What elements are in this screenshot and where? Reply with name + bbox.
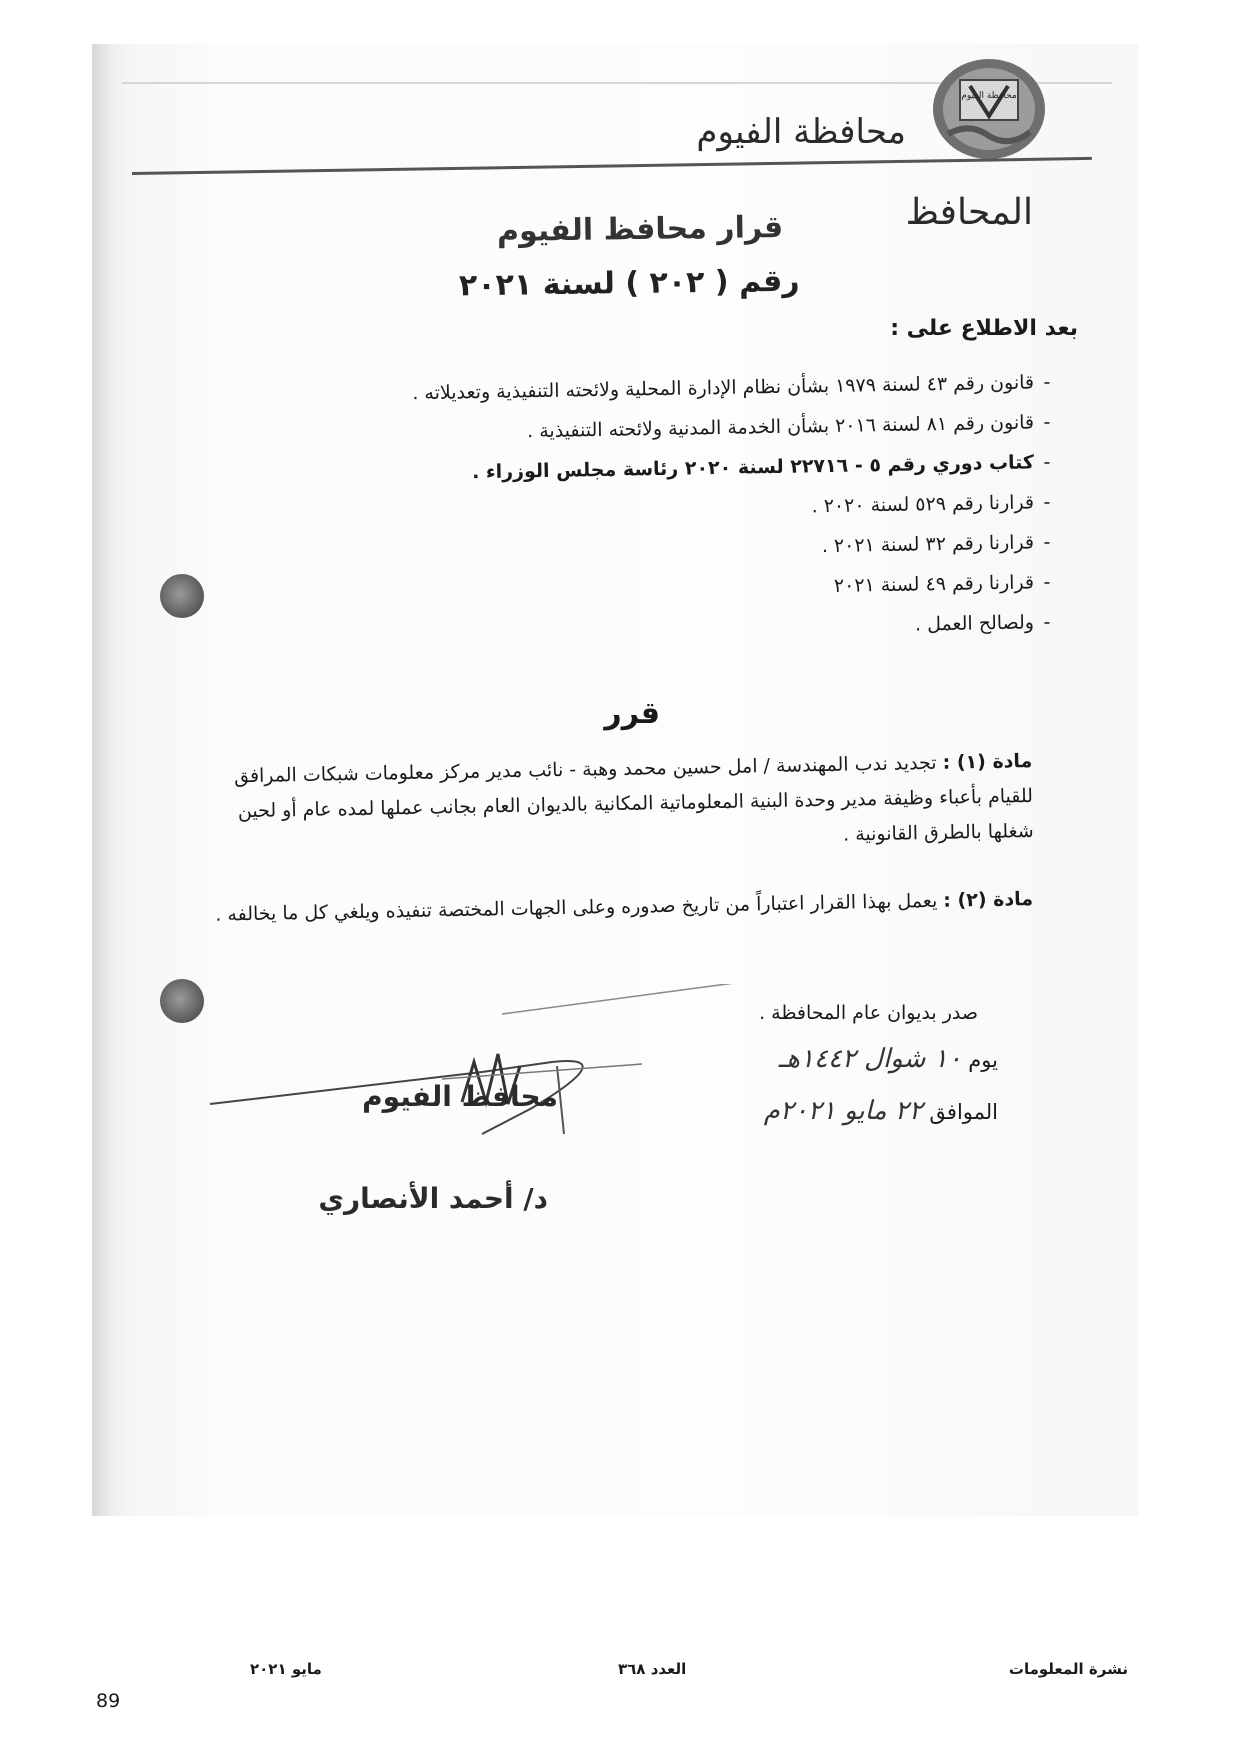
list-item: -كتاب دوري رقم ٥ - ٢٢٧١٦ لسنة ٢٠٢٠ رئاسة مجلس الوزراء .: [471, 451, 1051, 484]
svg-text:محافظة الفيوم: محافظة الفيوم: [961, 91, 1017, 101]
corresponding-label: الموافق: [929, 1100, 998, 1124]
scanned-document: [92, 44, 1138, 1516]
decided-heading: قرر: [604, 696, 660, 731]
list-item: -قرارنا رقم ٤٩ لسنة ٢٠٢١: [833, 571, 1051, 597]
footer-publication: نشرة المعلومات: [1008, 1660, 1128, 1678]
header-rule: [132, 157, 1092, 175]
list-item: -ولصالح العمل .: [914, 611, 1051, 636]
scan-shadow-edge: [92, 44, 112, 1516]
list-item: -قانون رقم ٤٣ لسنة ١٩٧٩ بشأن نظام الإدارة المحلية ولائحته التنفيذية وتعديلاته .: [412, 371, 1051, 405]
article-text: يعمل بهذا القرار اعتباراً من تاريخ صدوره وعلى الجهات المختصة تنفيذه ويلغي كل ما يخالفه .: [215, 889, 938, 926]
page-number: 89: [96, 1690, 121, 1712]
issued-statement: صدر بديوان عام المحافظة .: [759, 1002, 978, 1024]
review-list: [160, 362, 1060, 642]
review-heading: بعد الاطلاع على :: [890, 316, 1078, 341]
signatory-name: د/ أحمد الأنصاري: [318, 1182, 548, 1215]
decree-number: رقم ( ٢٠٢ ) لسنة ٢٠٢١: [459, 263, 801, 304]
governorate-name: محافظة الفيوم: [696, 112, 906, 152]
list-item: -قرارنا رقم ٥٢٩ لسنة ٢٠٢٠ .: [811, 491, 1051, 518]
gregorian-date: ٢٢ مايو ٢٠٢١م: [763, 1096, 923, 1126]
governorate-seal-logo: [930, 56, 1048, 162]
article-text: تجديد ندب المهندسة / امل حسين محمد وهبة - نائب مدير مركز معلومات شبكات المرافق للقيام بأعباء وظيفة مدير وحدة البنية المعلوماتية المكانية بالديوان العام بجانب عملها لمده عام أو لحين شغلها بالطرق القانونية .: [233, 751, 1034, 846]
footer-date: مايو ٢٠٢١: [250, 1660, 322, 1678]
article-1: [202, 744, 1034, 865]
punch-hole-bottom: [160, 979, 204, 1023]
list-item: -قانون رقم ٨١ لسنة ٢٠١٦ بشأن الخدمة المدنية ولائحته التنفيذية .: [526, 411, 1051, 443]
signatory-title: محافظ الفيوم: [362, 1080, 558, 1113]
list-item: -قرارنا رقم ٣٢ لسنة ٢٠٢١ .: [821, 531, 1051, 558]
footer-issue: العدد ٣٦٨: [618, 1660, 687, 1678]
article-2: [203, 882, 1034, 933]
day-label: يوم: [968, 1048, 998, 1072]
hijri-date: ١٠ شوال ١٤٤٢هـ: [778, 1044, 962, 1074]
article-label: مادة (٢) :: [943, 888, 1034, 912]
article-label: مادة (١) :: [942, 750, 1033, 774]
decree-title: قرار محافظ الفيوم: [496, 210, 784, 249]
governor-title: المحافظ: [905, 192, 1033, 233]
